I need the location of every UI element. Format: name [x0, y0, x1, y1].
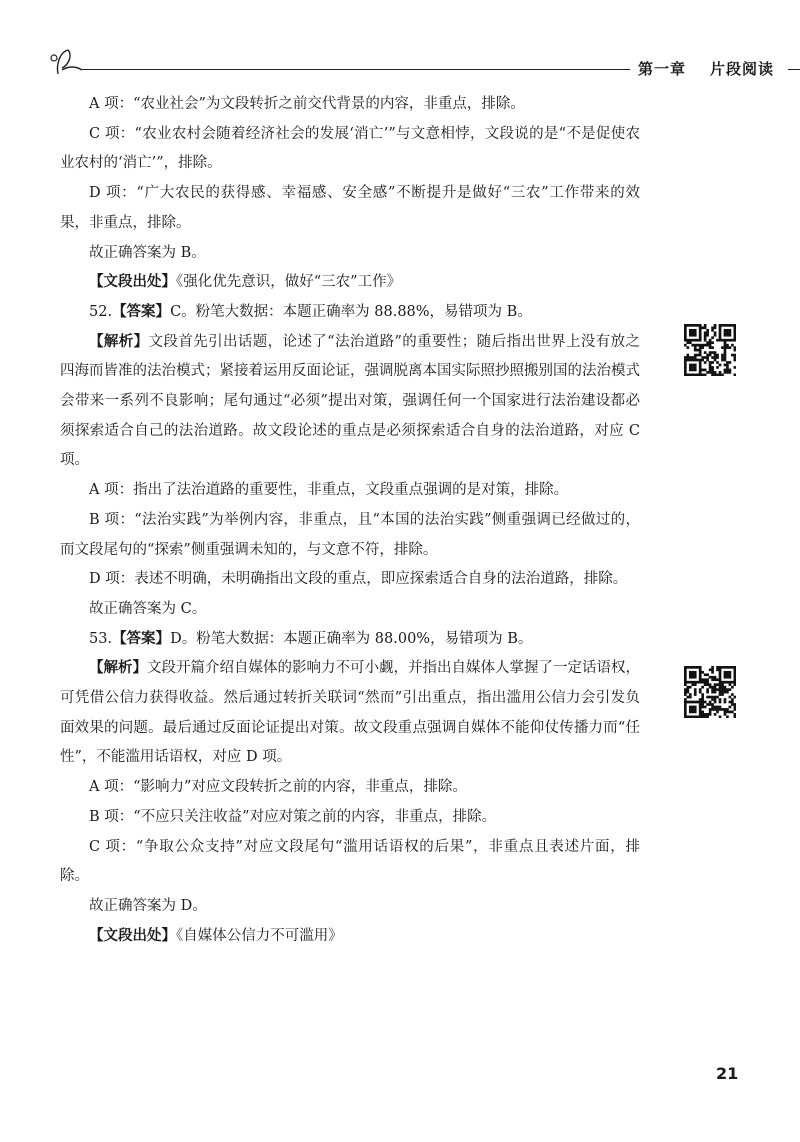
paragraph-text: 故正确答案为 B。 — [89, 244, 206, 261]
paragraph — [60, 892, 640, 922]
paragraph — [60, 179, 640, 238]
page-number: 21 — [716, 1064, 739, 1083]
analysis-paragraph — [60, 654, 640, 773]
paragraph-text: A 项：“农业社会”为文段转折之前交代背景的内容，非重点，排除。 — [89, 96, 525, 112]
paragraph — [60, 90, 640, 120]
chapter-title — [638, 58, 774, 79]
paragraph-text: C。粉笔大数据：本题正确率为 88.88%，易错项为 B。 — [170, 303, 532, 320]
paragraph-text: 文段首先引出话题，论述了“法治道路”的重要性；随后指出世界上没有放之四海而皆准的法治模式；紧接着运用反面论证，强调脱离本国实际照抄照搬别国的法治模式会带来一系列不良影响；尾句通过“必须”提出对策，强调任何一个国家进行法治建设都必须探索适合自己的法治道路。故文段论述的重点是必须探索适合自身的法治道路，对应 C 项。 — [60, 333, 641, 469]
leaf-ornament-icon — [48, 44, 88, 80]
paragraph — [60, 773, 640, 803]
paragraph-text: 故正确答案为 D。 — [89, 897, 207, 914]
question-number: 52. — [89, 303, 113, 320]
answer-tag: 【答案】 — [112, 303, 171, 320]
answer-tag: 【答案】 — [112, 630, 171, 647]
question-number: 53. — [89, 630, 113, 647]
analysis-tag: 【解析】 — [89, 660, 147, 677]
paragraph-text: C 项：“争取公众支持”对应文段尾句“滥用话语权的后果”，非重点且表述片面，排除。 — [60, 838, 640, 885]
paragraph-text: B 项：“法治实践”为举例内容，非重点，且“本国的法治实践”侧重强调已经做过的，而文段尾句的“探索”侧重强调未知的，与文意不符，排除。 — [60, 511, 640, 558]
paragraph-text: 《强化优先意识，做好“三农”工作》 — [176, 274, 402, 291]
paragraph-text: 故正确答案为 C。 — [89, 600, 207, 617]
paragraph-text: 文段开篇介绍自媒体的影响力不可小觑，并指出自媒体人掌握了一定话语权，可凭借公信力获得收益。然后通过转折关联词“然而”引出重点，指出滥用公信力会引发负面效果的问题。最后通过反面论证提出对策。故文段重点强调自媒体不能仰仗传播力而“任性”，不能滥用话语权，对应 D 项。 — [60, 660, 640, 766]
header-rule-right — [788, 69, 800, 70]
qr-code-icon[interactable] — [684, 324, 736, 376]
paragraph — [60, 476, 640, 506]
paragraph — [60, 506, 640, 565]
answer-paragraph — [60, 298, 640, 328]
section-label: 片段阅读 — [710, 60, 775, 78]
paragraph — [60, 565, 640, 595]
paragraph-text: A 项：“影响力”对应文段转折之前的内容，非重点，排除。 — [89, 779, 467, 796]
source-paragraph — [60, 268, 640, 298]
paragraph-text: 《自媒体公信力不可滥用》 — [176, 927, 343, 944]
chapter-label: 第一章 — [638, 60, 687, 78]
answer-paragraph — [60, 625, 640, 655]
analysis-tag: 【解析】 — [89, 333, 149, 350]
paragraph-text: A 项：指出了法治道路的重要性，非重点，文段重点强调的是对策，排除。 — [89, 482, 569, 499]
paragraph — [60, 803, 640, 833]
paragraph — [60, 239, 640, 269]
paragraph — [60, 595, 640, 625]
header-rule-left — [82, 69, 630, 70]
source-paragraph — [60, 922, 640, 952]
paragraph — [60, 833, 640, 892]
paragraph-text: D。粉笔大数据：本题正确率为 88.00%，易错项为 B。 — [170, 630, 533, 647]
paragraph — [60, 120, 640, 179]
analysis-paragraph — [60, 328, 640, 477]
page-body — [60, 90, 640, 951]
paragraph-text: D 项：表述不明确，未明确指出文段的重点，即应探索适合自身的法治道路，排除。 — [89, 571, 628, 588]
paragraph-text: D 项：“广大农民的获得感、幸福感、安全感”不断提升是做好“三农”工作带来的效果，非重点，排除。 — [60, 185, 640, 231]
source-tag: 【文段出处】 — [89, 927, 176, 944]
running-header — [48, 44, 800, 80]
source-tag: 【文段出处】 — [89, 274, 176, 291]
qr-code-icon[interactable] — [684, 666, 736, 718]
paragraph-text: C 项：“农业农村会随着经济社会的发展‘消亡’”与文意相悖，文段说的是“不是促使农业农村的‘消亡’”，排除。 — [60, 125, 640, 172]
paragraph-text: B 项：“不应只关注收益”对应对策之前的内容，非重点，排除。 — [89, 808, 497, 825]
